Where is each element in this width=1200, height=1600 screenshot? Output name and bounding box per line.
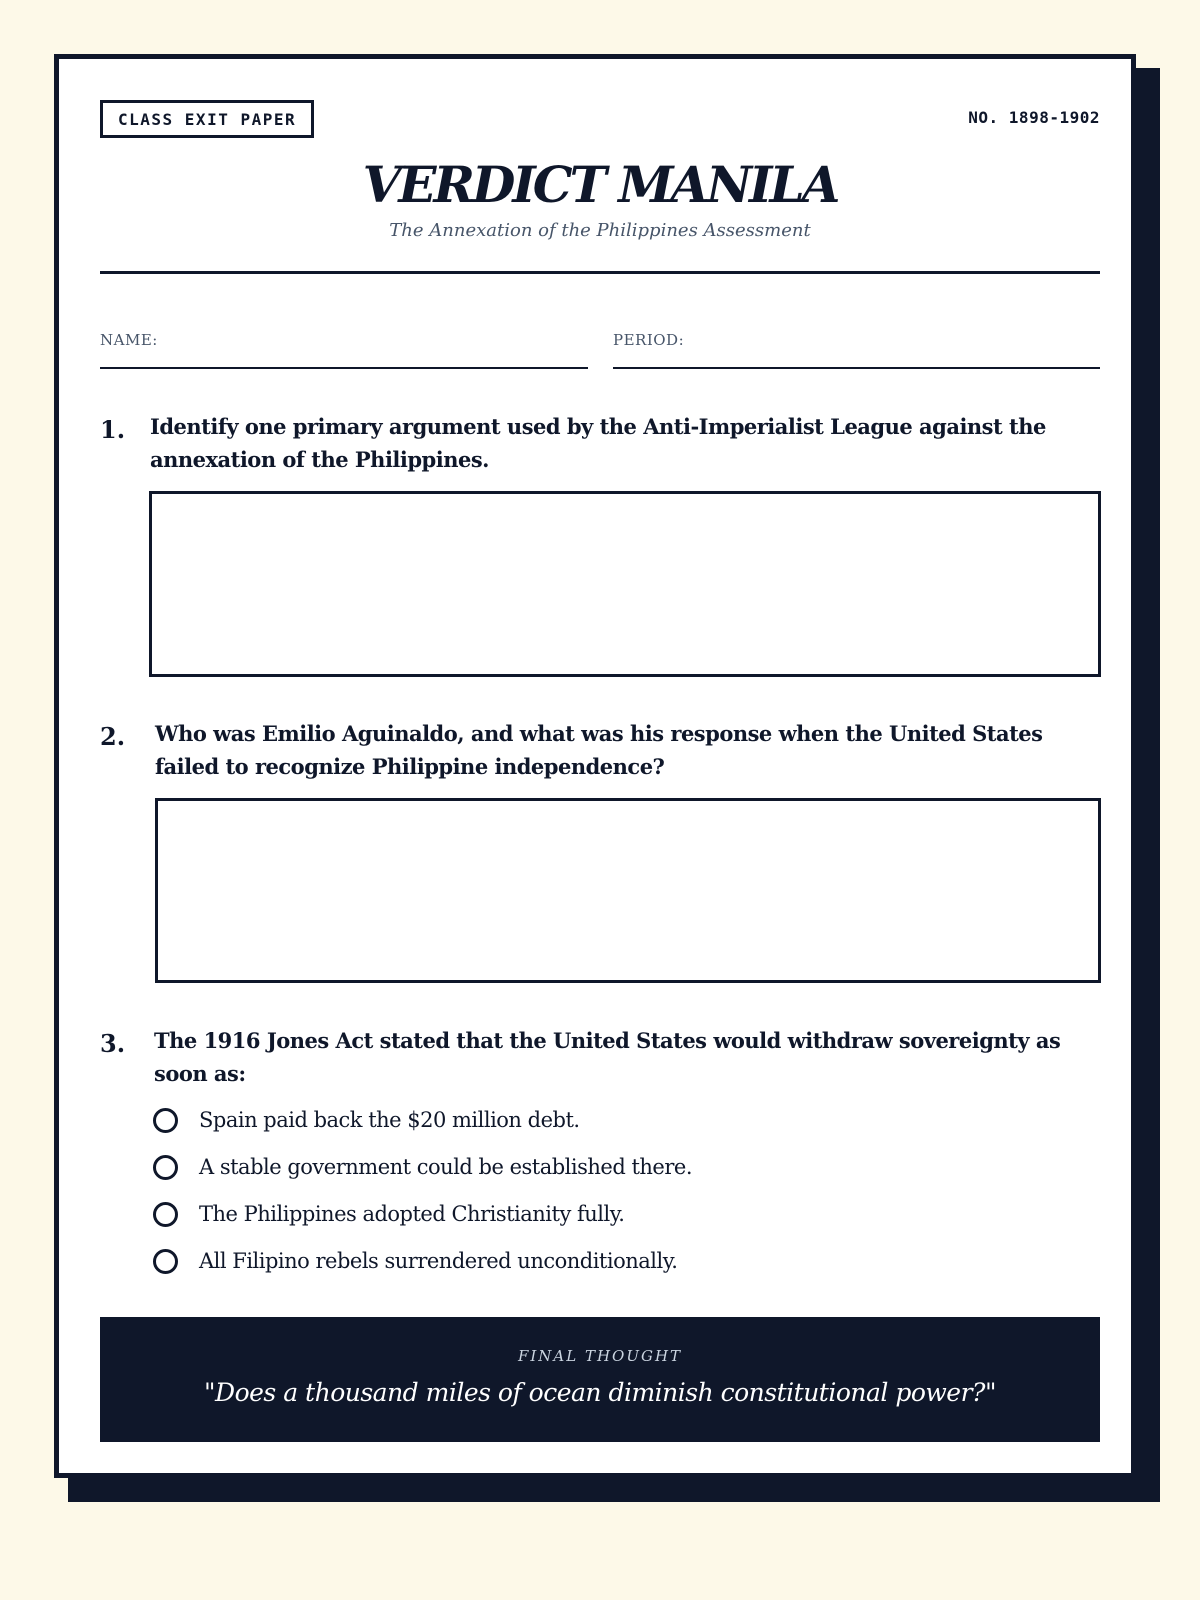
- question-2-answer-box[interactable]: [155, 798, 1101, 983]
- option-a-label: Spain paid back the $20 million debt.: [199, 1108, 580, 1132]
- final-thought-box: [100, 1317, 1100, 1442]
- question-3-text: The 1916 Jones Act stated that the United States would withdraw sovereignty as soon as:: [154, 1028, 1061, 1086]
- header-divider: [100, 271, 1100, 274]
- final-thought-label: FINAL THOUGHT: [517, 1347, 683, 1365]
- option-c-label: The Philippines adopted Christianity fully.: [199, 1202, 625, 1226]
- option-a-radio[interactable]: [153, 1108, 178, 1133]
- option-c[interactable]: [153, 1199, 624, 1229]
- question-3-number: 3.: [100, 1029, 126, 1058]
- document-number: NO. 1898-1902: [968, 108, 1100, 127]
- option-b-radio[interactable]: [153, 1155, 178, 1180]
- option-a[interactable]: [153, 1105, 580, 1135]
- option-c-radio[interactable]: [153, 1202, 178, 1227]
- option-b-label: A stable government could be established there.: [199, 1155, 692, 1179]
- option-d-radio[interactable]: [153, 1249, 178, 1274]
- question-1-number: 1.: [100, 415, 126, 444]
- final-thought-quote: "Does a thousand miles of ocean diminish constitutional power?": [204, 1378, 996, 1407]
- page-subtitle: The Annexation of the Philippines Assessment: [389, 220, 811, 241]
- question-1-answer-box[interactable]: [149, 491, 1101, 677]
- question-2-text: Who was Emilio Aguinaldo, and what was his response when the United States failed to recognize Philippine independence?: [155, 721, 1043, 779]
- option-b[interactable]: [153, 1152, 692, 1182]
- question-2-number: 2.: [100, 722, 126, 751]
- class-exit-badge-label: CLASS EXIT PAPER: [118, 109, 297, 129]
- period-field[interactable]: [613, 330, 1100, 369]
- name-field[interactable]: [100, 330, 588, 369]
- question-1-text: Identify one primary argument used by the Anti-Imperialist League against the annexation of the Philippines.: [150, 414, 1046, 472]
- option-d-label: All Filipino rebels surrendered unconditionally.: [199, 1249, 678, 1273]
- class-exit-badge: [100, 100, 314, 138]
- name-field-label: NAME:: [100, 331, 158, 349]
- page-title: VERDICT MANILA: [362, 155, 838, 214]
- option-d[interactable]: [153, 1246, 677, 1276]
- period-field-label: PERIOD:: [613, 331, 685, 349]
